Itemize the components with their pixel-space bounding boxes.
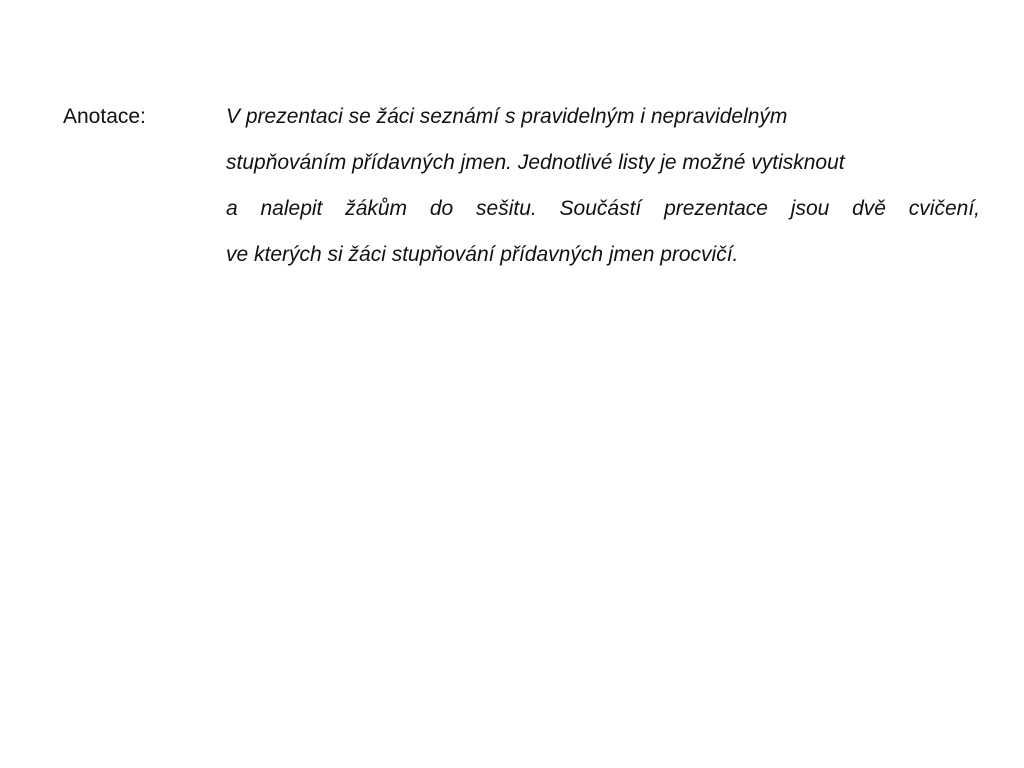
annotation-line-1: V prezentaci se žáci seznámí s pravidelným i nepravidelným bbox=[226, 105, 788, 128]
annotation-line-2: stupňováním přídavných jmen. Jednotlivé listy je možné vytisknout bbox=[226, 151, 845, 174]
annotation-text bbox=[226, 94, 980, 278]
annotation-line-3: a nalepit žákům do sešitu. Součástí prezentace jsou dvě cvičení, bbox=[226, 197, 980, 220]
annotation-label: Anotace: bbox=[63, 105, 146, 128]
annotation-line-4: ve kterých si žáci stupňování přídavných jmen procvičí. bbox=[226, 243, 739, 266]
